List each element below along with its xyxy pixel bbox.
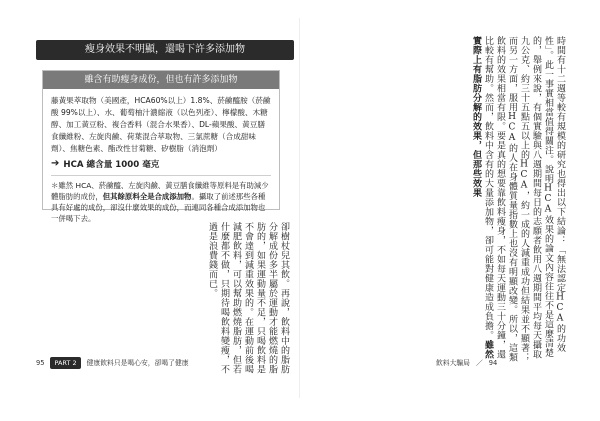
note-plain-2: 。攝取了前述那些各種具有好處的成份，卻沒什麼效果的成份，而連同各種合成添加物也一併喝下去。 <box>51 192 266 223</box>
panel-separator <box>51 175 271 176</box>
note-bold: 但其餘原料全是合成添加物 <box>102 192 192 201</box>
left-body-text: 卻樹杖兒其飲。再說，飲料中的脂肪分解成份多半屬於運動才能燃燒的脂肪的，如果運動量不足，只喝飲料是不會達到減重效果的。在運動前後喝減肥飲料，可以幫助燃燒脂肪，但若什麼都不做，只期待喝飲料變瘦，不過是浪費錢而已。 <box>207 222 289 374</box>
right-footer <box>436 356 497 370</box>
right-body-bold: 雖然實際上有脂肪分解的效果，但那些效果 <box>471 36 493 359</box>
left-footer-text: 健康飲料只是喝心安，卻喝了健康 <box>86 359 189 367</box>
info-panel <box>42 70 280 223</box>
right-body-main: 時間有十二週等較有規模的研究也得出以下結論：「無法認定HCA的功效性」。此一事實相當值得關注。說明HCA效果的論文內容往往不是這麼清楚的，舉例來說，有個實驗與八週期間每日的志願者飲用八週期間平均每天攝取九公克、約三十五點五以上的HCA，約一成的人減重成功但結果並不顯著；而另一方面，服用HCA的人在身體質量指數上也沒有明顯改變。所以，這類飲料的效果相當有限。要是真的想要靠飲料瘦身，不如每天運動三十分鐘，還比較有幫助。然而，飲料中含有的大量添加物，卻可能對健康造成負擔。 <box>483 36 565 362</box>
left-page-number: 95 <box>36 359 45 367</box>
box-title: 瘦身效果不明顯，還喝下許多添加物 <box>36 40 294 60</box>
left-footer <box>36 356 189 370</box>
total-label: HCA 總含量 1000 毫克 <box>63 160 160 170</box>
right-body-text <box>308 36 566 366</box>
note-plain-1: ＊雖然 HCA、菸鹼醯、左旋肉鹼、黃豆膳食纖維等原料是有助減少體脂肪的成份， <box>51 181 269 201</box>
part-badge: PART 2 <box>50 357 80 369</box>
panel-header: 雖含有助瘦身成份，但也有許多添加物 <box>43 71 279 89</box>
page-gutter <box>299 18 300 398</box>
ingredients-list: 藤黃果萃取物（美國產，HCA60%以上）1.8%、菸鹼醯胺（菸鹼酸 99%以上）、水、葡萄柚汁濃縮液（以色列產）、檸檬酸、木糖醇、加工黃豆粉、複合香料（混合水果香）、DL-蘋果酸、黃豆膳食纖維粉、左旋肉鹼、荷葉混合萃取物、三氯蔗糖（合成甜味劑）、焦糖色素、酯改性甘菊糖、矽樹脂（消泡劑） <box>51 96 271 153</box>
panel-note <box>43 180 279 224</box>
footer-divider: ／ <box>475 359 483 367</box>
right-footer-text: 飲料大騙局 <box>436 359 470 367</box>
total-hca <box>43 155 279 173</box>
left-page <box>36 28 298 388</box>
arrow-right-icon: ➔ <box>51 158 60 169</box>
right-page-number: 94 <box>488 359 498 367</box>
right-page <box>308 28 570 388</box>
